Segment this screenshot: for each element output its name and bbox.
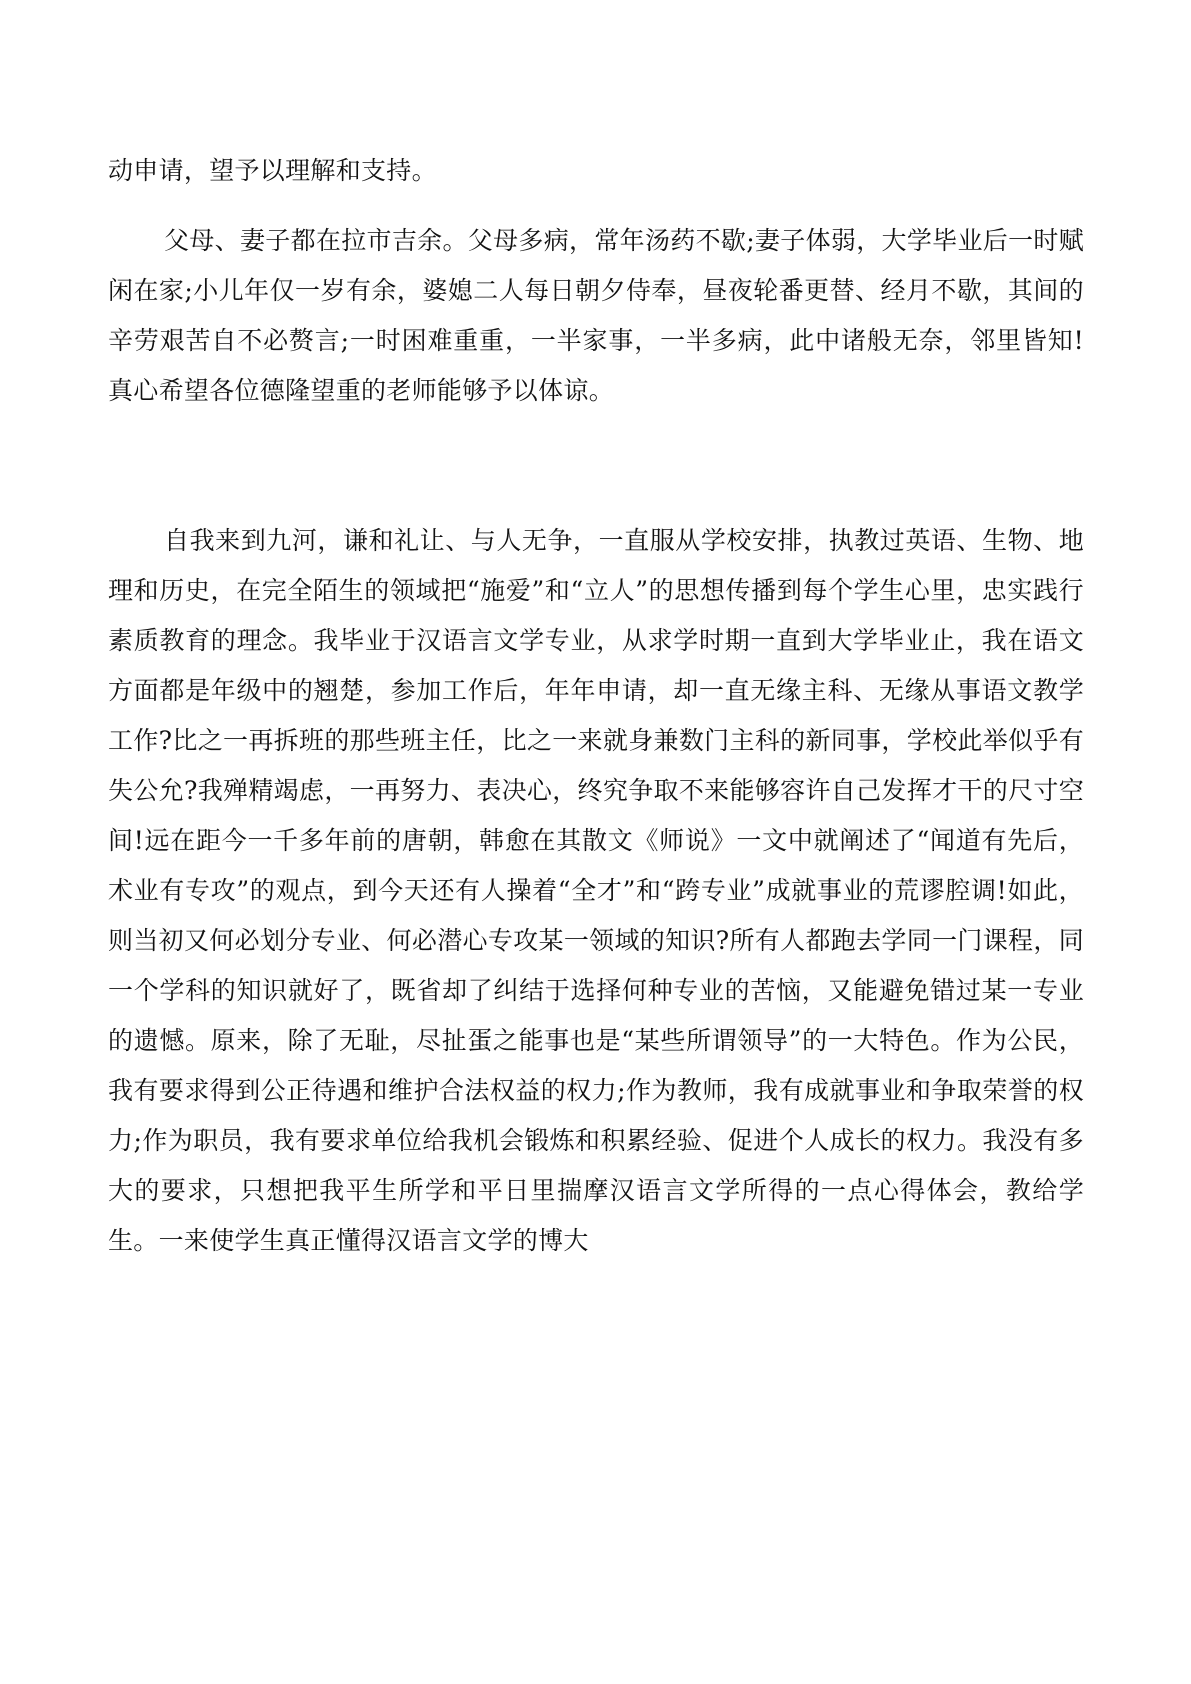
paragraph-2: 父母、妻子都在拉市吉余。父母多病，常年汤药不歇;妻子体弱，大学毕业后一时赋闲在家;小儿年仅一岁有余，婆媳二人每日朝夕侍奉，昼夜轮番更替、经月不歇，其间的辛劳艰苦自不必赘言;一时困难重重，一半家事，一半多病，此中诸般无奈，邻里皆知!真心希望各位德隆望重的老师能够予以体谅。 (108, 226, 1084, 405)
paragraph-3: 自我来到九河，谦和礼让、与人无争，一直服从学校安排，执教过英语、生物、地理和历史，在完全陌生的领域把“施爱”和“立人”的思想传播到每个学生心里，忠实践行素质教育的理念。我毕业于汉语言文学专业，从求学时期一直到大学毕业止，我在语文方面都是年级中的翘楚，参加工作后，年年申请，却一直无缘主科、无缘从事语文教学工作?比之一再拆班的那些班主任，比之一来就身兼数门主科的新同事，学校此举似乎有失公允?我殚精竭虑，一再努力、表决心，终究争取不来能够容许自己发挥才干的尺寸空间!远在距今一千多年前的唐朝，韩愈在其散文《师说》一文中就阐述了“闻道有先后，术业有专攻”的观点，到今天还有人操着“全才”和“跨专业”成就事业的荒谬腔调!如此，则当初又何必划分专业、何必潜心专攻某一领域的知识?所有人都跑去学同一门课程，同一个学科的知识就好了，既省却了纠结于选择何种专业的苦恼，又能避免错过某一专业的遗憾。原来，除了无耻，尽扯蛋之能事也是“某些所谓领导”的一大特色。作为公民，我有要求得到公正待遇和维护合法权益的权力;作为教师，我有成就事业和争取荣誉的权力;作为职员，我有要求单位给我机会锻炼和积累经验、促进个人成长的权力。我没有多大的要求，只想把我平生所学和平日里揣摩汉语言文学所得的一点心得体会，教给学生。一来使学生真正懂得汉语言文学的博大 (108, 526, 1084, 1255)
paragraph-1: 动申请，望予以理解和支持。 (108, 156, 437, 185)
